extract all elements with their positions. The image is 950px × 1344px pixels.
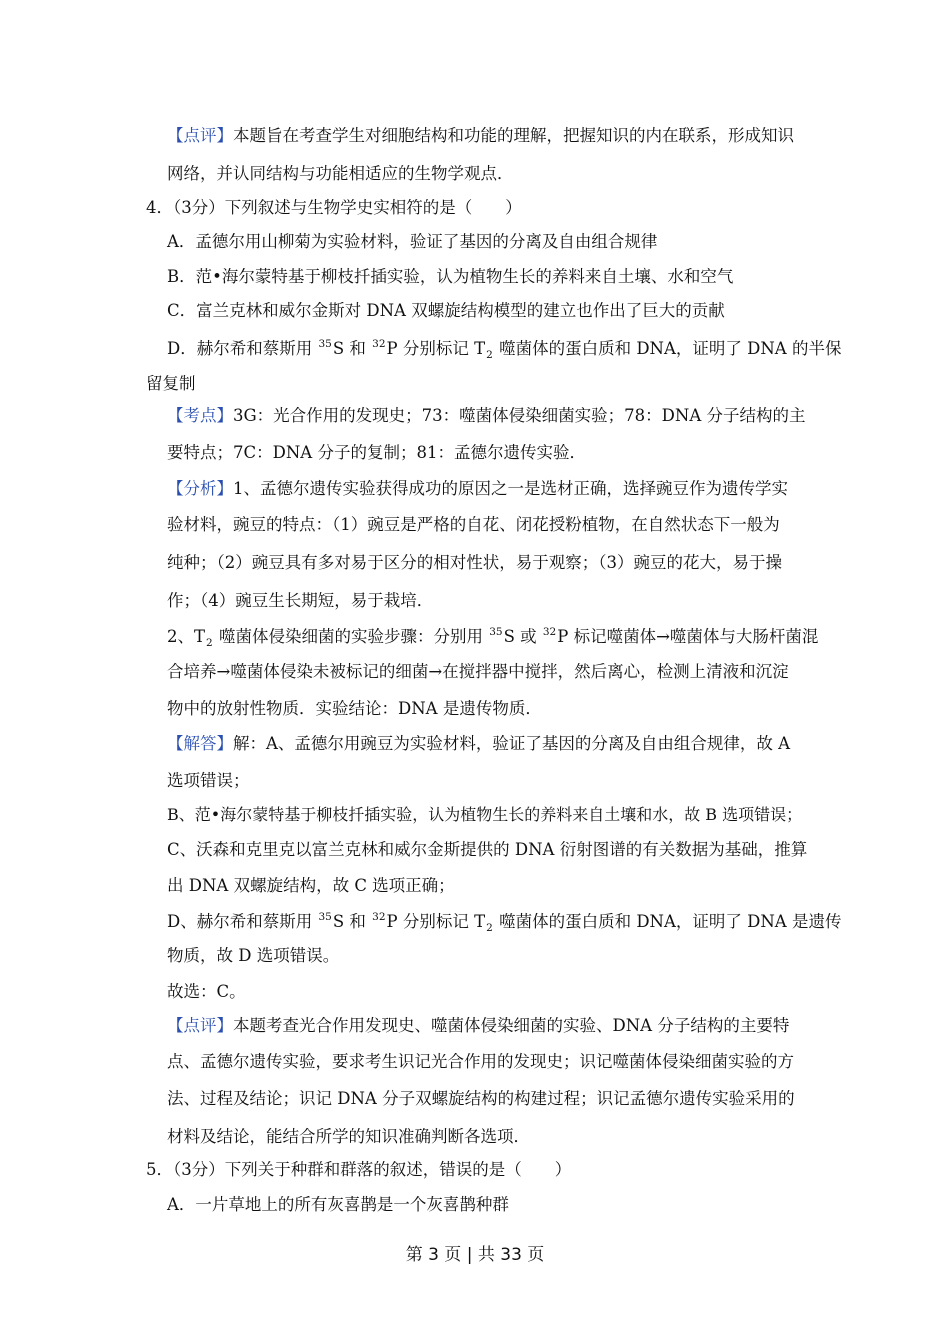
question-4-option-c: C．富兰克林和威尔金斯对 DNA 双螺旋结构模型的建立也作出了巨大的贡献 — [167, 301, 725, 320]
answer-line-1: 【解答】解：A、孟德尔用豌豆为实验材料，验证了基因的分离及自由组合规律，故 A — [167, 734, 791, 753]
page-footer: 第 3 页 | 共 33 页 — [405, 1245, 545, 1265]
question-4-stem: 4．（3分）下列叙述与生物学史实相符的是（ ） — [146, 198, 522, 217]
analysis-line-1: 【分析】1、孟德尔遗传实验获得成功的原因之一是选材正确，选择豌豆作为遗传学实 — [167, 479, 788, 498]
comment-tag: 【点评】 — [167, 1016, 233, 1035]
analysis-2-line-3: 物中的放射性物质．实验结论：DNA 是遗传物质． — [167, 699, 542, 718]
answer-d-line-2: 物质，故 D 选项错误。 — [167, 946, 340, 965]
key-points-line-2: 要特点；7C：DNA 分子的复制；81：孟德尔遗传实验． — [167, 443, 586, 462]
comment-3-line-2: 网络，并认同结构与功能相适应的生物学观点． — [167, 164, 514, 183]
question-5-stem: 5．（3分）下列关于种群和群落的叙述，错误的是（ ） — [146, 1160, 572, 1179]
answer-c-line-1: C、沃森和克里克以富兰克林和威尔金斯提供的 DNA 衍射图谱的有关数据为基础，推算 — [167, 840, 808, 859]
analysis-2-line-1: 2、$T_2$ 噬菌体侵染细菌的实验步骤：分别用 $^{35}$S 或 $^{32}$P 标记噬菌体→噬菌体与大肠杆菌混 — [167, 626, 819, 649]
comment-3-line-1: 【点评】本题旨在考查学生对细胞结构和功能的理解，把握知识的内在联系，形成知识 — [167, 126, 794, 145]
answer-tag: 【解答】 — [167, 734, 233, 753]
answer-choice: 故选：C。 — [167, 982, 246, 1001]
comment-4-line-1: 【点评】本题考查光合作用发现史、噬菌体侵染细菌的实验、DNA 分子结构的主要特 — [167, 1016, 790, 1035]
answer-c-line-2: 出 DNA 双螺旋结构，故 C 选项正确； — [167, 876, 455, 895]
comment-tag: 【点评】 — [167, 126, 233, 145]
question-4-option-b: B．范•海尔蒙特基于柳枝扦插实验，认为植物生长的养料来自土壤、水和空气 — [167, 267, 734, 286]
answer-line-2: 选项错误； — [167, 771, 250, 790]
comment-4-line-2: 点、孟德尔遗传实验，要求考生识记光合作用的发现史；识记噬菌体侵染细菌实验的方 — [167, 1052, 794, 1071]
answer-b: B、范•海尔蒙特基于柳枝扦插实验，认为植物生长的养料来自土壤和水，故 B 选项错误； — [167, 805, 803, 824]
answer-d-line-1: D、赫尔希和蔡斯用 $^{35}$S 和 $^{32}$P 分别标记 $T_2$ 噬菌体的蛋白质和 DNA，证明了 DNA 是遗传 — [167, 911, 842, 934]
analysis-line-3: 纯种；（2）豌豆具有多对易于区分的相对性状，易于观察；（3）豌豆的花大，易于操 — [167, 553, 782, 572]
key-points-line-1: 【考点】3G：光合作用的发现史；73：噬菌体侵染细菌实验；78：DNA 分子结构的主 — [167, 406, 806, 425]
comment-4-line-3: 法、过程及结论；识记 DNA 分子双螺旋结构的构建过程；识记孟德尔遗传实验采用的 — [167, 1089, 795, 1108]
analysis-line-4: 作；（4）豌豆生长期短，易于栽培． — [167, 591, 434, 610]
question-4-option-d: D．赫尔希和蔡斯用 $^{35}$S 和 $^{32}$P 分别标记 $T_2$ 噬菌体的蛋白质和 DNA，证明了 DNA 的半保 — [167, 338, 842, 361]
question-4-option-d-line-2: 留复制 — [146, 374, 196, 393]
analysis-2-line-2: 合培养→噬菌体侵染未被标记的细菌→在搅拌器中搅拌，然后离心，检测上清液和沉淀 — [167, 662, 789, 681]
analysis-line-2: 验材料，豌豆的特点：（1）豌豆是严格的自花、闭花授粉植物，在自然状态下一般为 — [167, 515, 780, 534]
question-4-option-a: A．孟德尔用山柳菊为实验材料，验证了基因的分离及自由组合规律 — [167, 232, 658, 251]
question-5-option-a: A．一片草地上的所有灰喜鹊是一个灰喜鹊种群 — [167, 1195, 509, 1214]
analysis-tag: 【分析】 — [167, 479, 233, 498]
key-points-tag: 【考点】 — [167, 406, 233, 425]
comment-4-line-4: 材料及结论，能结合所学的知识准确判断各选项． — [167, 1127, 530, 1146]
